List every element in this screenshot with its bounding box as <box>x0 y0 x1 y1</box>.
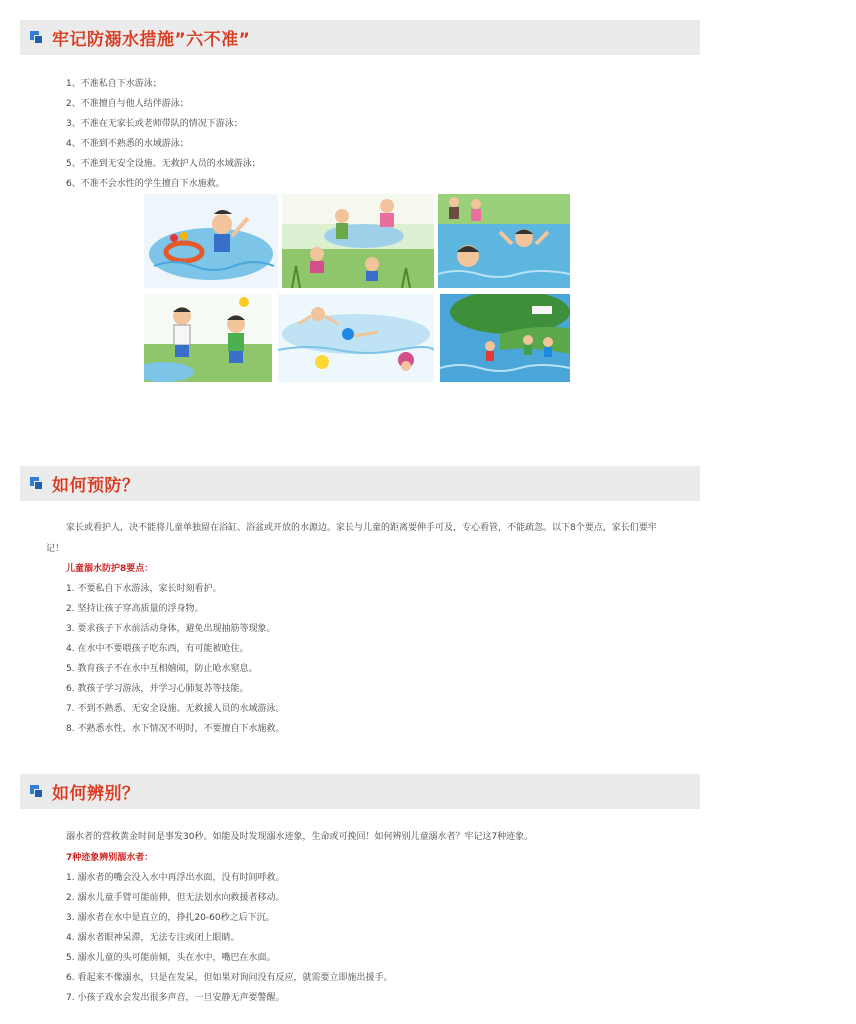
illustration-panel-4 <box>144 294 272 382</box>
section-title: 如何预防？ <box>52 476 140 496</box>
illustration-panel-3 <box>438 194 570 288</box>
list-item: 2. 溺水儿童手臂可能前伸，但无法划水向救援者移动。 <box>66 893 285 903</box>
illustration-panel-2 <box>282 194 434 288</box>
identification-intro: 溺水者的营救黄金时间是事发30秒。如能及时发现溺水迹象，生命或可挽回！如何辨别儿童溺水者？牢记这7种迹象。 <box>66 832 534 842</box>
list-item: 1、不准私自下水游泳； <box>66 79 162 89</box>
illustration-panel-5 <box>278 294 434 382</box>
section-square-icon <box>30 785 43 798</box>
illustration-panel-6 <box>440 294 570 382</box>
list-item: 5. 溺水儿童的头可能前倾，头在水中，嘴巴在水面。 <box>66 953 276 963</box>
list-item: 3、不准在无家长或老师带队的情况下游泳； <box>66 119 243 129</box>
list-item: 8. 不熟悉水性、水下情况不明时，不要擅自下水施救。 <box>66 724 285 734</box>
list-item: 4. 溺水者眼神呆滞，无法专注或闭上眼睛。 <box>66 933 240 943</box>
list-item: 6. 教孩子学习游泳，并学习心肺复苏等技能。 <box>66 684 249 694</box>
section-title: 如何辨别？ <box>52 784 140 804</box>
section-header-identification <box>20 774 700 809</box>
list-item: 3. 要求孩子下水前活动身体，避免出现抽筋等现象。 <box>66 624 276 634</box>
list-item: 7. 不到不熟悉、无安全设施、无救援人员的水域游泳。 <box>66 704 285 714</box>
list-item: 2. 坚持让孩子穿高质量的浮身物。 <box>66 604 204 614</box>
list-item: 1. 不要私自下水游泳，家长时刻看护。 <box>66 584 222 594</box>
list-item: 4. 在水中不要喂孩子吃东西，有可能被呛住。 <box>66 644 249 654</box>
list-item: 4、不准到不熟悉的水域游泳； <box>66 139 189 149</box>
prevention-subtitle: 儿童溺水防护8要点： <box>66 564 154 574</box>
list-item: 7. 小孩子戏水会发出很多声音，一旦安静无声要警醒。 <box>66 993 285 1003</box>
list-item: 6、不准不会水性的学生擅自下水施救。 <box>66 179 225 189</box>
section-square-icon <box>30 31 43 44</box>
identification-subtitle: 7种迹象辨别溺水者： <box>66 853 154 863</box>
prevention-intro: 家长或看护人，决不能将儿童单独留在浴缸、浴盆或开放的水源边。家长与儿童的距离要伸手可及，专心看管，不能疏忽。以下8个要点，家长们要牢记！ <box>46 523 657 554</box>
list-item: 5、不准到无安全设施、无救护人员的水域游泳； <box>66 159 261 169</box>
section-header-prevention <box>20 466 700 501</box>
list-item: 2、不准擅自与他人结伴游泳； <box>66 99 189 109</box>
section-title: 牢记防溺水措施”六不准” <box>52 30 251 50</box>
section-header-six-rules <box>20 20 700 55</box>
list-item: 6. 看起来不像溺水，只是在发呆，但如果对询问没有反应，就需要立即施出援手。 <box>66 973 393 983</box>
drowning-safety-illustration <box>144 194 570 384</box>
list-item: 1. 溺水者的嘴会没入水中再浮出水面，没有时间呼救。 <box>66 873 285 883</box>
section-square-icon <box>30 477 43 490</box>
list-item: 3. 溺水者在水中是直立的，挣扎20-60秒之后下沉。 <box>66 913 275 923</box>
list-item: 5. 教育孩子不在水中互相嬉闹，防止呛水窒息。 <box>66 664 258 674</box>
illustration-panel-1 <box>144 194 278 288</box>
